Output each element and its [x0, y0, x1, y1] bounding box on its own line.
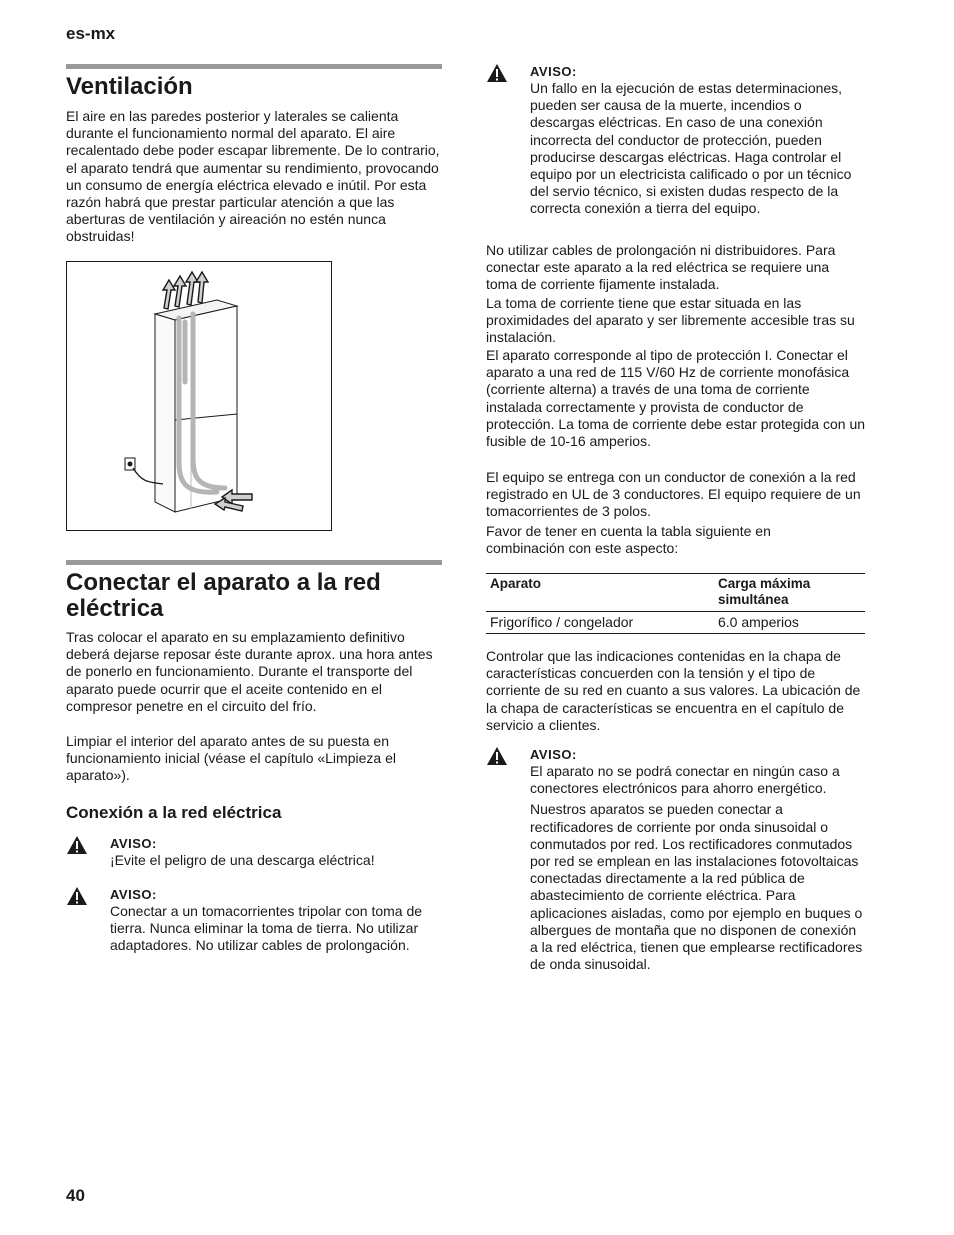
right-para1: No utilizar cables de prolongación ni distribuidores. Para conectar este aparato a la red eléctrica se requiere una toma de corriente fijamente instalada. — [486, 242, 836, 293]
conectar-para1: Tras colocar el aparato en su emplazamiento definitivo deberá dejarse reposar éste durante aprox. una hora antes de ponerlo en funcionamiento. Durante el transporte del aparato puede ocurrir que el aceite contenido en el compresor penetre en el circuito del frío. — [66, 629, 433, 714]
right-para6: Controlar que las indicaciones contenidas en la chapa de características concuerden con la tensión y el tipo de corriente de su red en cuanto a sus valores. La ubicación de la chapa de características se encuentra en el capítulo de servicio a clientes. — [486, 648, 861, 733]
table-cell: Frigorífico / congelador — [490, 614, 634, 630]
warning-triangle-icon — [66, 886, 88, 906]
warning-triangle-icon — [486, 746, 508, 766]
warning-block-3 — [486, 63, 868, 218]
table-row — [486, 612, 865, 634]
table-cell: 6.0 amperios — [718, 614, 799, 630]
warning-title: AVISO: — [530, 64, 577, 79]
section-rule-ventilacion — [66, 64, 442, 69]
table-header-aparato: Aparato — [490, 576, 542, 591]
subheading-conexion: Conexión a la red eléctrica — [66, 803, 282, 822]
ventilacion-body: El aire en las paredes posterior y laterales se calienta durante el funcionamiento normal del aparato. El aire recalentado debe poder escapar libremente. De lo contrario, el aparato tendrá que aumentar su rendimiento, provocando un consumo de energía eléctrica elevado e inútil. Por esta razón habrá que prestar particular atención a que las aberturas de ventilación y aireación no estén nunca obstruidas! — [66, 108, 440, 245]
warning-block-2 — [66, 886, 446, 955]
warning-title: AVISO: — [110, 887, 157, 902]
warning-text: ¡Evite el peligro de una descarga eléctrica! — [110, 852, 375, 868]
right-para3: El aparato corresponde al tipo de protección I. Conectar el aparato a una red de 115 V/60 Hz de corriente monofásica (corriente alterna) a través de una toma de corriente instalada correctamente y provista de conductor de protección. La toma de corriente debe estar protegida con un fusible de 10-16 amperios. — [486, 347, 866, 450]
warning-text: Conectar a un tomacorrientes tripolar con toma de tierra. Nunca eliminar la toma de tierra. No utilizar adaptadores. No utilizar cables de prolongación. — [110, 903, 423, 954]
warning-text: Un fallo en la ejecución de estas determinaciones, pueden ser causa de la muerte, incendios o descargas eléctricas. En caso de una conexión incorrecta del conductor de protección, pueden producirse descargas eléctricas. Haga controlar el equipo por un electricista calificado o por un técnico del servio técnico, si existen dudas respecto de la correcta conexión a tierra del equipo. — [530, 80, 852, 217]
section-rule-conectar — [66, 560, 442, 565]
warning-title: AVISO: — [110, 836, 157, 851]
warning-block-1 — [66, 835, 446, 869]
warning-text: Nuestros aparatos se pueden conectar a rectificadores de corriente por onda sinusoidal o conmutados por red. Los rectificadores conmutados por red se emplean en las instalaciones fotovoltaicas conectadas directamente a la red pública de abastecimiento de corriente eléctrica. Para aplicaciones aisladas, como por ejemplo en buques o albergues de montaña que no disponen de conexión a la red eléctrica, tienen que emplearse rectificadores de onda sinusoidal. — [530, 801, 863, 973]
fridge-airflow-drawing — [67, 262, 331, 530]
current-load-table — [486, 573, 865, 634]
language-code: es-mx — [66, 24, 116, 43]
warning-title: AVISO: — [530, 747, 577, 762]
table-header-carga: Carga máxima simultánea — [718, 576, 811, 607]
right-para4: El equipo se entrega con un conductor de conexión a la red registrado en UL de 3 conductores. El equipo requiere de un tomacorrientes de 3 polos. — [486, 469, 861, 520]
conectar-para2: Limpiar el interior del aparato antes de su puesta en funcionamiento inicial (véase el capítulo «Limpieza el aparato»). — [66, 733, 396, 784]
right-para5: Favor de tener en cuenta la tabla siguiente en combinación con este aspecto: — [486, 523, 771, 557]
warning-triangle-icon — [486, 63, 508, 83]
warning-triangle-icon — [66, 835, 88, 855]
heading-conectar: Conectar el aparato a la red eléctrica — [66, 569, 381, 622]
page-number: 40 — [66, 1186, 85, 1205]
warning-block-4 — [486, 746, 868, 973]
right-para2: La toma de corriente tiene que estar situada en las proximidades del aparato y ser libremente accesible tras su instalación. — [486, 295, 855, 346]
heading-ventilacion: Ventilación — [66, 73, 193, 100]
warning-text: El aparato no se podrá conectar en ningún caso a conectores electrónicos para ahorro energético. — [530, 763, 840, 797]
table-header-row — [486, 574, 865, 612]
ventilation-illustration — [66, 261, 332, 531]
air-out-arrows — [163, 272, 208, 309]
